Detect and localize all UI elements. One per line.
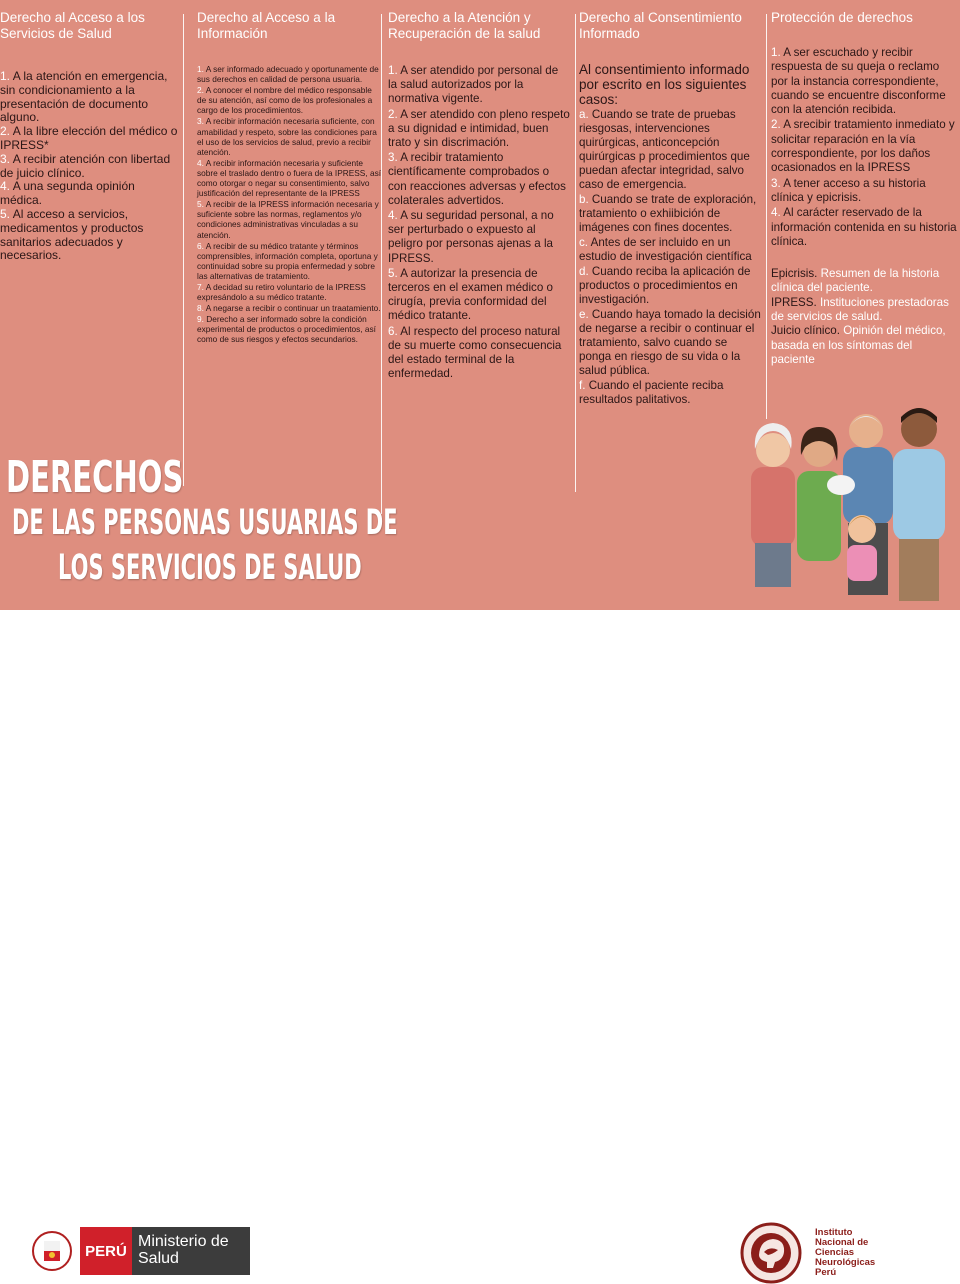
list-item bbox=[579, 193, 761, 235]
glossary-term: Epicrisis. bbox=[771, 267, 818, 281]
glossary-term: Juicio clínico. bbox=[771, 324, 840, 338]
list-item bbox=[0, 70, 178, 125]
item-text: Cuando el paciente reciba resultados palitativos. bbox=[579, 379, 724, 406]
rights-list bbox=[0, 70, 178, 263]
main-title-line-1: DERECHOS bbox=[6, 452, 184, 503]
list-item bbox=[388, 64, 570, 107]
item-number: 5. bbox=[197, 199, 204, 210]
rights-list bbox=[388, 64, 570, 381]
item-text: Cuando se trate de pruebas riesgosas, intervenciones quirúrgicas, anticoncepción quirúrgicas p procedimientos que puedan afectar integridad, salvo caso de emergencia. bbox=[579, 108, 750, 191]
column-divider bbox=[183, 14, 184, 486]
list-item bbox=[197, 64, 382, 84]
item-text: A decidad su retiro voluntario de la IPRESS expresándolo a su médico tratante. bbox=[197, 281, 366, 303]
column-rights-protection bbox=[771, 10, 957, 367]
list-item bbox=[197, 303, 382, 313]
rights-list bbox=[197, 64, 382, 345]
glossary-entry bbox=[771, 324, 957, 367]
list-item bbox=[771, 46, 957, 117]
list-item bbox=[771, 206, 957, 249]
list-item bbox=[388, 151, 570, 208]
item-number: 4. bbox=[388, 209, 398, 223]
main-title-line-2: DE LAS PERSONAS USUARIAS DE bbox=[12, 503, 398, 543]
item-number: 6. bbox=[197, 240, 204, 251]
column-access-services bbox=[0, 10, 178, 263]
item-number: 8. bbox=[197, 303, 204, 314]
list-item bbox=[197, 158, 382, 198]
item-text: A ser atendido con pleno respeto a su dignidad e intimidad, buen trato y sin discrimación. bbox=[388, 107, 570, 150]
list-item bbox=[771, 177, 957, 206]
column-title: Derecho al Consentimiento Informado bbox=[579, 10, 742, 41]
glossary-definition: Instituciones prestadoras de servicios de salud. bbox=[771, 295, 949, 324]
item-text: A ser escuchado y recibir respuesta de su queja o reclamo por la instancia correspondiente, cuando se encuentre disconforme con la atención recibida. bbox=[771, 46, 946, 117]
item-text: Antes de ser incluido en un estudio de investigación científica bbox=[579, 236, 752, 263]
item-number: 3. bbox=[771, 176, 781, 190]
glossary-term: IPRESS. bbox=[771, 295, 817, 309]
item-text: A recibir atención con libertad de juicio clínico. bbox=[0, 151, 171, 180]
column-access-information bbox=[197, 10, 382, 346]
item-text: A srecibir tratamiento inmediato y solicitar reparación en la vía correspondiente, por los daños ocasionados en la IPRESS bbox=[771, 118, 955, 175]
item-text: Cuando se trate de exploración, tratamiento o exhiibición de imágenes con fines docentes. bbox=[579, 193, 757, 234]
item-text: A su seguridad personal, a no ser perturbado o expuesto al peligro por personas ajenas a la IPRESS. bbox=[388, 209, 554, 265]
list-item bbox=[388, 108, 570, 151]
ministry-logo bbox=[80, 1227, 250, 1275]
rights-list bbox=[771, 46, 957, 249]
incn-logo bbox=[740, 1222, 802, 1284]
family-illustration bbox=[745, 405, 960, 605]
column-title: Derecho al Acceso a los Servicios de Salud bbox=[0, 10, 145, 41]
column-divider bbox=[575, 14, 576, 492]
item-text: A conocer el nombre del médico responsable de su atención, así como de los profesionales a cargo de los procedimientos. bbox=[197, 85, 373, 116]
item-number: 2. bbox=[0, 124, 11, 139]
item-number: 4. bbox=[771, 206, 781, 220]
item-text: A recibir información necesaria suficiente, con amabilidad y respeto, sobre las condiciones para el uso de los servicios de salud, previo a recibir atención. bbox=[197, 116, 377, 157]
item-text: A negarse a recibir o continuar un traatamiento. bbox=[205, 303, 381, 314]
list-item bbox=[579, 379, 761, 407]
item-number: 3. bbox=[0, 151, 11, 166]
item-text: Derecho a ser informado sobre la condición experimental de productos o procedimientos, así como de sus riesgos y efectos secundarios. bbox=[197, 314, 376, 345]
item-text: A ser atendido por personal de la salud autorizados por la normativa vigente. bbox=[388, 64, 559, 106]
ministry-label: Ministerio de Salud bbox=[132, 1227, 250, 1275]
item-number: e. bbox=[579, 308, 589, 321]
item-number: 2. bbox=[388, 107, 398, 121]
item-number: 1. bbox=[0, 69, 11, 83]
column-divider bbox=[766, 14, 767, 419]
item-text: A autorizar la presencia de terceros en el examen médico o cirugía, previa conformidad del médico tratante. bbox=[388, 266, 553, 323]
item-number: 4. bbox=[197, 157, 204, 168]
item-number: f. bbox=[579, 379, 586, 392]
institute-name: Instituto Nacional de Ciencias Neurológicas Perú bbox=[815, 1227, 876, 1278]
column-title: Derecho a la Atención y Recuperación de la salud bbox=[388, 10, 541, 41]
list-item bbox=[197, 241, 382, 281]
item-text: A una segunda opinión médica. bbox=[0, 179, 135, 208]
poster-background bbox=[0, 0, 960, 610]
item-number: 7. bbox=[197, 281, 204, 292]
item-number: 4. bbox=[0, 179, 11, 194]
peru-label: PERÚ bbox=[80, 1227, 132, 1275]
item-number: a. bbox=[579, 108, 589, 121]
list-item bbox=[388, 267, 570, 324]
item-number: b. bbox=[579, 193, 589, 206]
list-item bbox=[388, 325, 570, 382]
column-informed-consent bbox=[579, 10, 761, 408]
item-number: 1. bbox=[388, 64, 398, 77]
item-text: A recibir información necesaria y suficiente sobre el traslado dentro o fuera de la IPRESS, así como otorgar o negar su consentimiento, salvo justificación del representante de la IPRESS bbox=[197, 157, 382, 199]
item-text: Al respecto del proceso natural de su muerte como consecuencia del estado terminal de la enfermedad. bbox=[388, 324, 562, 381]
main-title-line-3: LOS SERVICIOS DE SALUD bbox=[58, 548, 362, 588]
list-item bbox=[579, 108, 761, 192]
list-item bbox=[0, 180, 178, 208]
item-number: 5. bbox=[0, 206, 11, 221]
list-item bbox=[197, 282, 382, 302]
item-text: A recibir de la IPRESS información necesaria y suficiente sobre las normas, reglamentos y/o condiciones administrativas vinculadas a su atención. bbox=[197, 199, 379, 240]
list-item bbox=[197, 85, 382, 115]
item-text: Cuando reciba la aplicación de productos o procedimientos en investigación. bbox=[579, 265, 751, 306]
item-number: 3. bbox=[388, 151, 398, 165]
list-item bbox=[197, 199, 382, 239]
glossary bbox=[771, 267, 957, 367]
column-care-recovery bbox=[388, 10, 570, 382]
item-number: d. bbox=[579, 265, 589, 278]
list-item bbox=[771, 118, 957, 175]
rights-list bbox=[579, 108, 761, 407]
glossary-definition: Opinión del médico, basada en los síntomas del paciente bbox=[771, 324, 946, 366]
column-title: Protección de derechos bbox=[771, 10, 913, 25]
item-text: A recibir tratamiento científicamente comprobados o con reacciones adversas y efectos colaterales advertidos. bbox=[388, 151, 566, 207]
item-text: A tener acceso a su historia clínica y epicrisis. bbox=[771, 176, 926, 204]
peru-coat-of-arms bbox=[32, 1225, 72, 1277]
item-text: A la atención en emergencia, sin condicionamiento a la presentación de documento alguno. bbox=[0, 69, 168, 125]
item-number: 9. bbox=[197, 314, 204, 325]
item-number: 1. bbox=[771, 46, 781, 59]
item-number: 3. bbox=[197, 116, 204, 127]
item-text: Al acceso a servicios, medicamentos y productos sanitarios adecuados y necesarios. bbox=[0, 206, 144, 263]
item-number: c. bbox=[579, 236, 589, 249]
list-item bbox=[0, 153, 178, 181]
list-item bbox=[579, 308, 761, 378]
glossary-definition: Resumen de la historia clínica del paciente. bbox=[771, 267, 940, 295]
list-item bbox=[197, 314, 382, 344]
item-number: 6. bbox=[388, 324, 398, 338]
item-number: 2. bbox=[771, 118, 781, 132]
glossary-entry bbox=[771, 296, 957, 325]
consent-intro: Al consentimiento informado por escrito en los siguientes casos: bbox=[579, 62, 750, 107]
item-text: Cuando haya tomado la decisión de negarse a recibir o continuar el tratamiento, salvo cuando se ponga en riesgo de su vida o la salud pública. bbox=[579, 308, 761, 377]
item-text: A recibir de su médico tratante y términos comprensibles, información completa, oportuna y continuidad sobre su propia enfermedad y sobre las alternativas de tratamiento. bbox=[197, 240, 378, 281]
column-title: Derecho al Acceso a la Información bbox=[197, 10, 336, 41]
list-item bbox=[579, 236, 761, 264]
item-number: 1. bbox=[197, 64, 204, 74]
list-item bbox=[579, 265, 761, 307]
item-text: A ser informado adecuado y oportunamente de sus derechos en calidad de persona usuaria. bbox=[197, 64, 379, 85]
item-number: 5. bbox=[388, 266, 398, 280]
list-item bbox=[0, 125, 178, 153]
item-text: Al carácter reservado de la información contenida en su historia clínica. bbox=[771, 206, 957, 248]
list-item bbox=[388, 209, 570, 266]
item-text: A la libre elección del médico o IPRESS* bbox=[0, 124, 178, 152]
footer bbox=[0, 610, 960, 1278]
list-item bbox=[0, 208, 178, 263]
list-item bbox=[197, 116, 382, 156]
glossary-entry bbox=[771, 267, 957, 296]
item-number: 2. bbox=[197, 85, 204, 96]
